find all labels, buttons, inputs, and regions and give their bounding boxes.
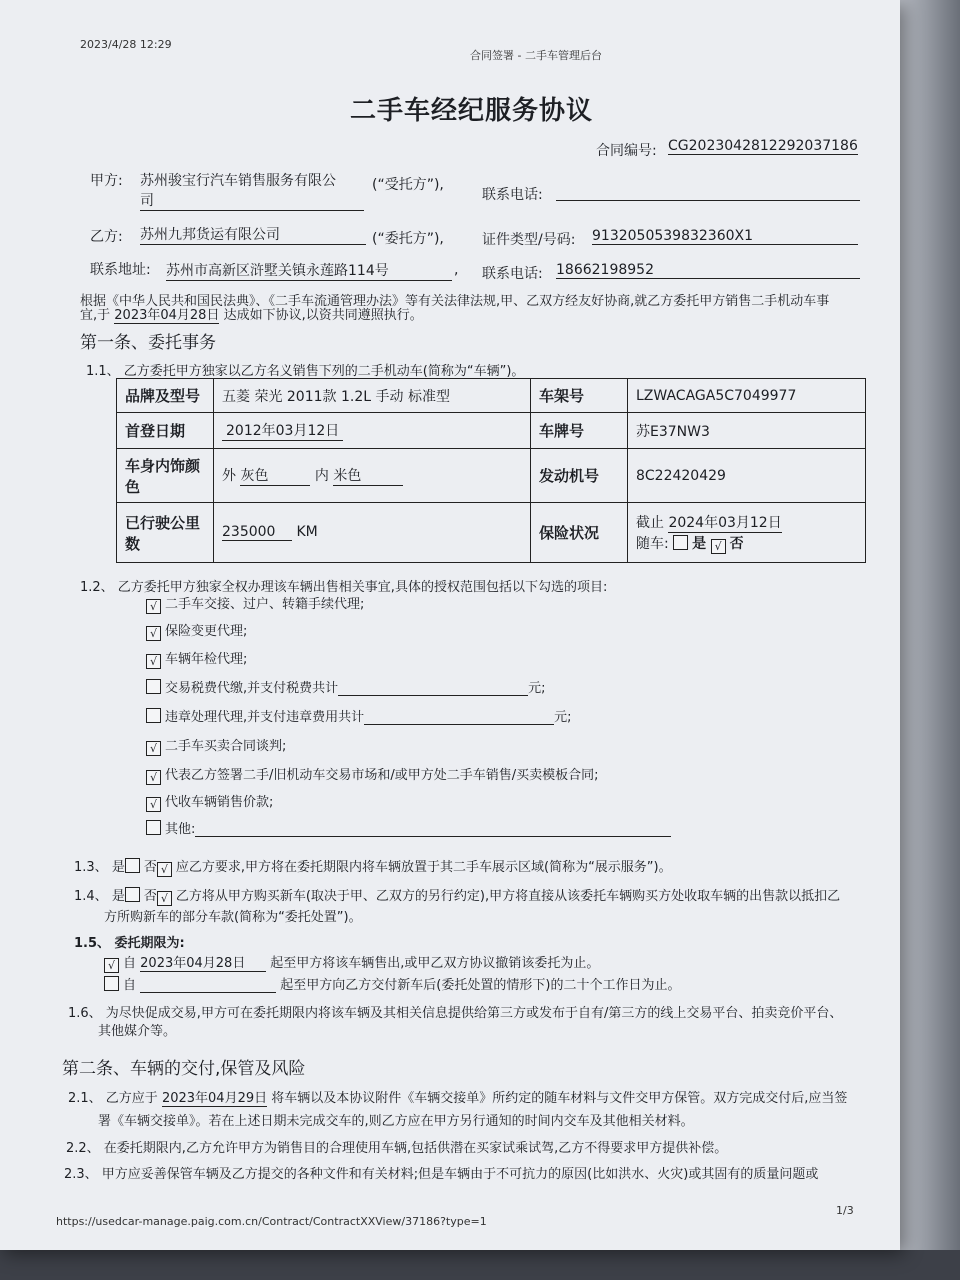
insurance-until-label: 截止 xyxy=(636,514,664,531)
intro-post: 达成如下协议,以资共同遵照执行。 xyxy=(223,308,423,323)
reg-date-label: 首登日期 xyxy=(117,413,214,449)
clause-1-3 xyxy=(74,856,672,877)
party-b-name: 苏州九邦货运有限公司 xyxy=(140,224,366,245)
no-checkbox: √ xyxy=(157,891,172,906)
option-suffix: 元; xyxy=(554,710,572,725)
option-checkbox: √ xyxy=(146,741,161,756)
option-text: 代表乙方签署二手/旧机动车交易市场和/或甲方处二手车销售/买卖模板合同; xyxy=(165,768,599,783)
term-option-checkbox xyxy=(104,976,119,991)
plate-label: 车牌号 xyxy=(531,413,628,449)
party-b-label: 乙方: xyxy=(90,229,123,245)
option-text: 保险变更代理; xyxy=(165,624,248,639)
yes-checkbox xyxy=(125,887,140,902)
option-checkbox xyxy=(146,708,161,723)
party-a-name-line2: 司 xyxy=(140,190,364,211)
term-blank xyxy=(140,978,276,993)
vin-value: LZWACAGA5C7049977 xyxy=(628,379,866,413)
option-checkbox: √ xyxy=(146,654,161,669)
color-label xyxy=(117,449,214,503)
option-text: 车辆年检代理; xyxy=(165,652,248,667)
print-time: 2023/4/28 12:29 xyxy=(80,38,172,51)
brand-label: 品牌及型号 xyxy=(117,379,214,413)
party-b-addr: 苏州市高新区浒墅关镇永莲路114号 xyxy=(166,260,452,281)
with-car-label: 随车: xyxy=(636,535,669,552)
party-a-name-line1: 苏州骏宝行汽车销售服务有限公 xyxy=(140,173,336,189)
option-6 xyxy=(146,735,286,756)
clause-2-1 xyxy=(68,1087,847,1107)
handover-date: 2023年04月29日 xyxy=(162,1087,267,1107)
no-label: 否 xyxy=(143,860,157,875)
with-car-no-label: 否 xyxy=(729,535,744,552)
int-color-label: 内 xyxy=(314,468,329,484)
clause-text: 乙方将从甲方购买新车(取决于甲、乙双方的另行约定),甲方将直接从该委托车辆购买方处收取车辆的出售款以抵扣乙 xyxy=(175,889,841,904)
with-car-yes-label: 是 xyxy=(692,535,707,552)
page-header-title: 合同签署 - 二手车管理后台 xyxy=(470,49,602,62)
comma: , xyxy=(454,262,459,278)
party-b-role: (“委托方”), xyxy=(372,231,444,247)
yes-label: 是 xyxy=(111,889,125,904)
term-option-checkbox: √ xyxy=(104,958,119,973)
insurance-cell xyxy=(628,503,866,563)
insurance-until: 2024年03月12日 xyxy=(668,512,781,533)
int-color-value: 米色 xyxy=(333,465,403,486)
party-b-addr-label: 联系地址: xyxy=(90,262,151,278)
mileage-unit: KM xyxy=(296,524,318,540)
clause-text: 应乙方要求,甲方将在委托期限内将车辆放置于其二手车展示区域(简称为“展示服务”)。 xyxy=(175,860,672,875)
clause-1-5-title: 1.5、 委托期限为: xyxy=(74,936,185,951)
insurance-label: 保险状况 xyxy=(531,503,628,563)
plate-value: 苏E37NW3 xyxy=(628,413,866,449)
article-2-title: 第二条、车辆的交付,保管及风险 xyxy=(62,1059,306,1079)
background-bottom xyxy=(0,1250,960,1280)
option-text: 二手车交接、过户、转籍手续代理; xyxy=(165,597,365,612)
term-option-text: 起至甲方向乙方交付新车后(委托处置的情形下)的二十个工作日为止。 xyxy=(280,978,681,993)
no-label: 否 xyxy=(143,889,157,904)
brand-value: 五菱 荣光 2011款 1.2L 手动 标准型 xyxy=(214,379,531,413)
from-label: 自 xyxy=(123,956,137,971)
option-text: 二手车买卖合同谈判; xyxy=(165,739,287,754)
option-checkbox: √ xyxy=(146,797,161,812)
contract-no: CG2023042812292037186 xyxy=(668,138,858,154)
vehicle-table xyxy=(116,378,866,563)
option-blank xyxy=(364,710,554,725)
clause-num: 1.3、 xyxy=(74,860,108,875)
with-car-yes-checkbox xyxy=(673,535,688,550)
background-edge xyxy=(900,0,960,1280)
document-title: 二手车经纪服务协议 xyxy=(350,96,594,126)
with-car-no-checkbox: √ xyxy=(711,539,726,554)
clause-1-1: 1.1、 乙方委托甲方独家以乙方名义销售下列的二手机动车(简称为“车辆”)。 xyxy=(86,364,525,379)
option-checkbox: √ xyxy=(146,770,161,785)
party-b-phone-label: 联系电话: xyxy=(482,266,543,282)
ext-color-label: 外 xyxy=(222,468,236,484)
clause-1-4 xyxy=(74,885,840,906)
color-label-1: 车身内饰颜 xyxy=(125,456,201,475)
option-9 xyxy=(146,818,671,837)
mileage-label-1: 已行驶公里 xyxy=(125,513,201,532)
option-4 xyxy=(146,677,546,696)
option-2 xyxy=(146,620,247,641)
yes-checkbox xyxy=(125,858,140,873)
engine-value: 8C22420429 xyxy=(628,449,866,503)
clause-1-4-line2: 方所购新车的部分车款(简称为“委托处置”)。 xyxy=(104,910,362,925)
option-text: 交易税费代缴,并支付税费共计 xyxy=(165,681,339,696)
party-a-phone-label: 联系电话: xyxy=(482,187,543,203)
term-option-text: 起至甲方将该车辆售出,或甲乙双方协议撤销该委托为止。 xyxy=(270,956,600,971)
option-checkbox xyxy=(146,820,161,835)
mileage-value: 235000 xyxy=(222,524,292,541)
vin-label: 车架号 xyxy=(531,379,628,413)
option-8 xyxy=(146,791,273,812)
intro-pre: 宜,于 xyxy=(80,308,111,323)
option-1 xyxy=(146,593,364,614)
option-checkbox xyxy=(146,679,161,694)
clause-2-3: 2.3、 甲方应妥善保管车辆及乙方提交的各种文件和有关材料;但是车辆由于不可抗力的原因(比如洪水、火灾)或其固有的质量问题或 xyxy=(64,1167,819,1182)
color-label-2: 色 xyxy=(125,477,141,496)
intro-line1: 根据《中华人民共和国民法典》、《二手车流通管理办法》等有关法律法规,甲、乙双方经友好协商,就乙方委托甲方销售二手机动车事 xyxy=(80,294,830,309)
clause-1-6-line1: 1.6、 为尽快促成交易,甲方可在委托期限内将该车辆及其相关信息提供给第三方或发布于自有/第三方的线上交易平台、拍卖竞价平台、 xyxy=(68,1006,843,1021)
no-checkbox: √ xyxy=(157,862,172,877)
from-label: 自 xyxy=(123,978,137,993)
party-b-phone: 18662198952 xyxy=(556,262,860,279)
ext-color-value: 灰色 xyxy=(240,465,310,486)
option-7 xyxy=(146,764,599,785)
yes-label: 是 xyxy=(111,860,125,875)
article-1-title: 第一条、委托事务 xyxy=(80,333,216,353)
option-5 xyxy=(146,706,572,725)
footer-url: https://usedcar-manage.paig.com.cn/Contract/ContractXXView/37186?type=1 xyxy=(56,1215,487,1228)
party-a-role: (“受托方”), xyxy=(372,177,444,193)
clause-2-1-line2: 署《车辆交接单》。若在上述日期未完成交车的,则乙方应在甲方另行通知的时间内交车及其他相关材料。 xyxy=(98,1114,694,1129)
option-3 xyxy=(146,648,247,669)
reg-date-cell xyxy=(214,413,531,449)
option-text: 代收车辆销售价款; xyxy=(165,795,274,810)
party-b-id-label: 证件类型/号码: xyxy=(482,232,576,248)
color-cell xyxy=(214,449,531,503)
option-blank xyxy=(338,681,528,696)
option-suffix: 元; xyxy=(528,681,546,696)
clause-1-2: 1.2、 乙方委托甲方独家全权办理该车辆出售相关事宜,具体的授权范围包括以下勾选的项目: xyxy=(80,580,608,595)
party-b-id-no: 9132050539832360X1 xyxy=(592,228,858,245)
option-checkbox: √ xyxy=(146,599,161,614)
engine-label: 发动机号 xyxy=(531,449,628,503)
clause-2-2: 2.2、 在委托期限内,乙方允许甲方为销售目的合理使用车辆,包括供潜在买家试乘试驾,乙方不得要求甲方提供补偿。 xyxy=(66,1141,728,1156)
reg-date-value: 2012年03月12日 xyxy=(222,420,343,441)
option-blank xyxy=(195,820,671,837)
clause-1-6-line2: 其他媒介等。 xyxy=(98,1024,177,1039)
mileage-label xyxy=(117,503,214,563)
clause-pre: 2.1、 乙方应于 xyxy=(68,1091,158,1106)
party-a-phone xyxy=(556,184,860,201)
clause-num: 1.4、 xyxy=(74,889,108,904)
mileage-label-2: 数 xyxy=(125,534,141,553)
mileage-cell xyxy=(214,503,531,563)
term-option-2 xyxy=(104,974,680,993)
option-text: 其他: xyxy=(165,822,196,837)
term-option-1 xyxy=(104,952,599,973)
party-a-label: 甲方: xyxy=(90,173,123,189)
clause-post: 将车辆以及本协议附件《车辆交接单》所约定的随车材料与文件交甲方保管。双方完成交付后,应当签 xyxy=(271,1091,848,1106)
option-checkbox: √ xyxy=(146,626,161,641)
contract-no-label: 合同编号: xyxy=(596,143,657,159)
intro-line2 xyxy=(80,304,423,324)
term-start-date: 2023年04月28日 xyxy=(140,952,266,972)
option-text: 违章处理代理,并支付违章费用共计 xyxy=(165,710,365,725)
page-number: 1/3 xyxy=(836,1204,854,1217)
intro-date: 2023年04月28日 xyxy=(114,304,219,324)
